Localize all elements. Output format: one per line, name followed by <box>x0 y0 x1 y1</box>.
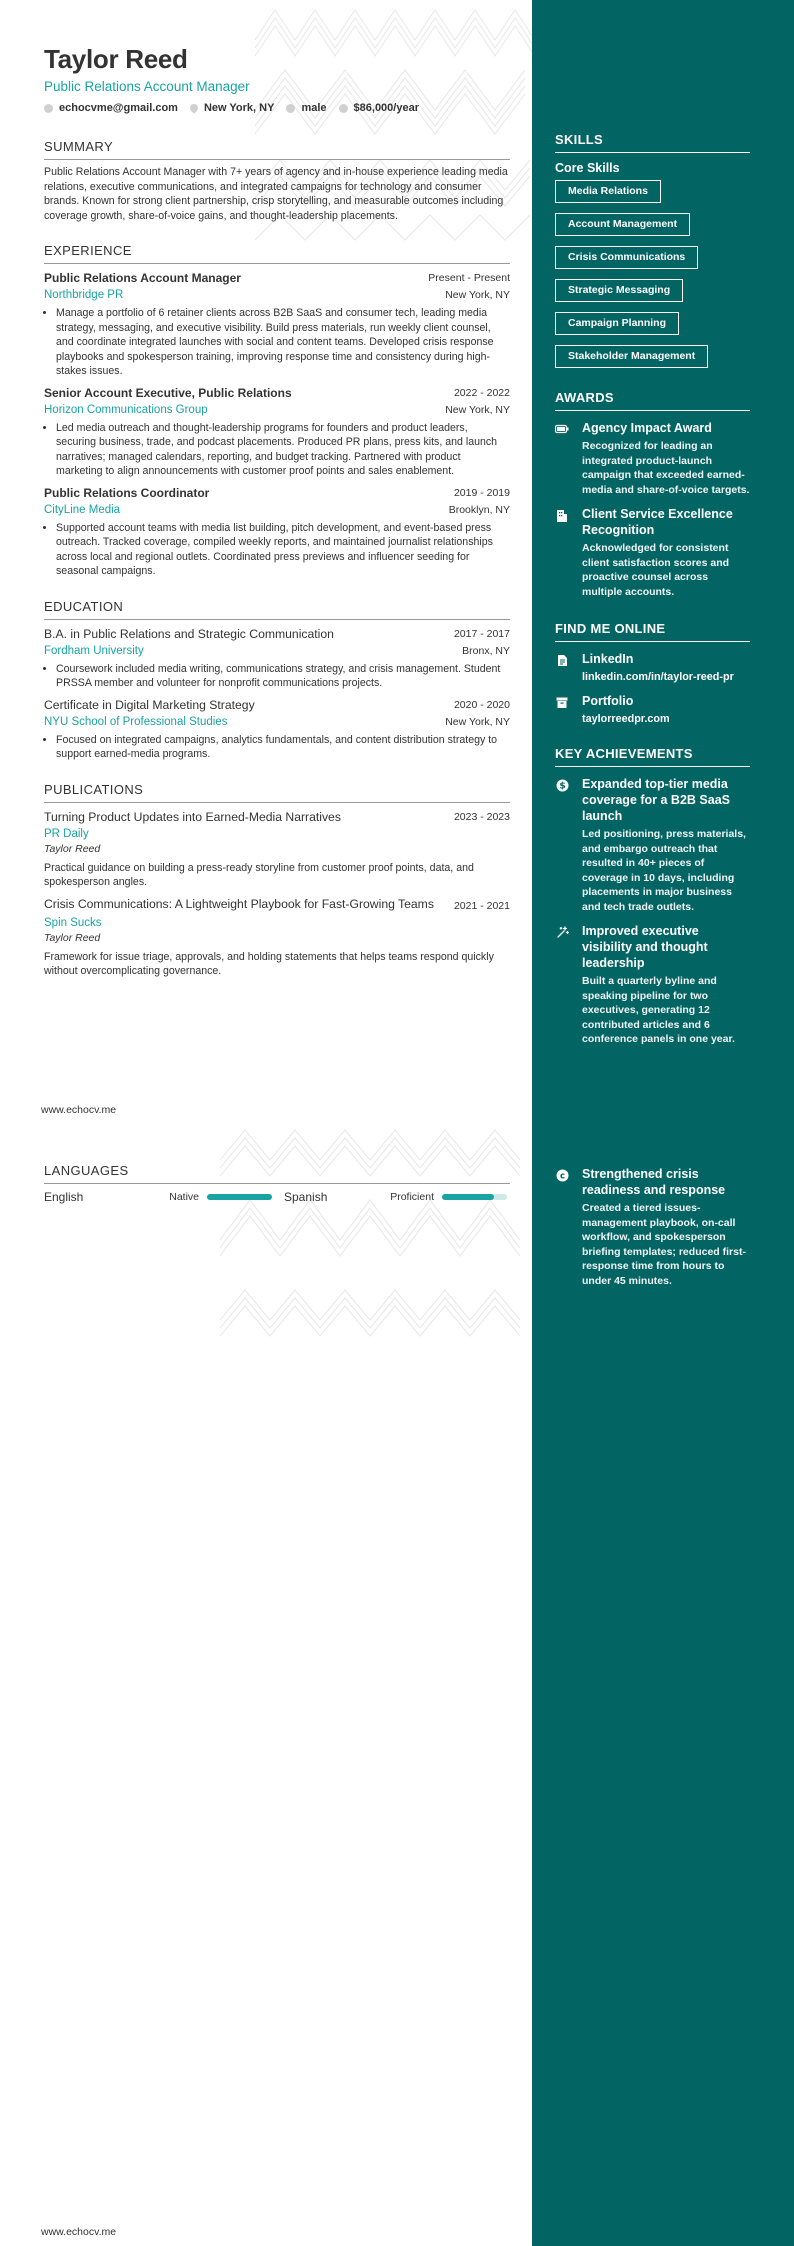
section-title: FIND ME ONLINE <box>555 621 750 642</box>
map-pin-icon <box>188 102 199 113</box>
education-entry <box>44 698 510 762</box>
entry-company: Horizon Communications Group <box>44 403 208 416</box>
document-icon <box>555 653 569 667</box>
skills-subtitle: Core Skills <box>555 161 620 175</box>
language-item <box>44 1190 284 1204</box>
award-description: Recognized for leading an integrated product-launch campaign that exceeded earned-media and share-of-voice targets. <box>582 440 750 496</box>
achievement-item <box>555 776 750 914</box>
summary-text: Public Relations Account Manager with 7+ years of agency and in-house experience leading media relations, executive communications, and integrated campaigns for technology and consumer brands. Known for strong client partnership, crisp storytelling, and measurable outcomes including coverage growth, share-of-voice gains, and thought-leadership placements. <box>44 166 508 222</box>
section-title: EXPERIENCE <box>44 243 510 264</box>
footer-url[interactable]: www.echocv.me <box>41 1104 117 1116</box>
award-description: Acknowledged for consistent client satisfaction scores and proactive counsel across multiple accounts. <box>582 542 730 598</box>
languages-section <box>44 1163 510 1204</box>
experience-entry <box>44 486 510 579</box>
publications-section <box>44 782 510 979</box>
online-value[interactable]: taylorreedpr.com <box>582 713 670 725</box>
achievement-description: Built a quarterly byline and speaking pipeline for two executives, generating 12 contributed articles and 6 conference panels in one year. <box>582 975 735 1045</box>
award-item <box>555 420 750 497</box>
language-level-fill <box>442 1194 494 1200</box>
publication-dates: 2021 - 2021 <box>453 899 510 912</box>
online-link-item[interactable] <box>555 693 750 726</box>
entry-dates: 2020 - 2020 <box>453 698 510 711</box>
award-item <box>555 506 750 599</box>
skills-section <box>555 132 750 368</box>
language-level: Native <box>169 1191 199 1203</box>
chevron-pattern-decoration-page2 <box>220 1120 532 1380</box>
job-title: Public Relations Account Manager <box>44 79 250 94</box>
main-column <box>44 44 510 979</box>
contact-row <box>44 101 510 115</box>
award-title: Agency Impact Award <box>582 421 712 435</box>
section-title: SUMMARY <box>44 139 510 160</box>
sidebar-column <box>555 132 750 1047</box>
entry-degree: B.A. in Public Relations and Strategic Communication <box>44 626 334 641</box>
entry-location: New York, NY <box>445 403 510 416</box>
language-level-bar <box>207 1194 272 1200</box>
achievement-description: Led positioning, press materials, and embargo outreach that resulted in 40+ pieces of coverage in 10 days, including placements in major business and tech trade outlets. <box>582 828 746 913</box>
education-section <box>44 599 510 762</box>
education-entry <box>44 627 510 691</box>
publication-title: Crisis Communications: A Lightweight Playbook for Fast-Growing Teams <box>44 896 434 911</box>
language-level-bar <box>442 1194 507 1200</box>
achievement-title: Improved executive visibility and thought leadership <box>582 924 708 970</box>
skill-tag: Campaign Planning <box>555 312 679 335</box>
entry-location: New York, NY <box>445 715 510 728</box>
publication-outlet: PR Daily <box>44 827 89 840</box>
entry-school: Fordham University <box>44 644 144 657</box>
dollar-icon <box>555 778 569 792</box>
language-level-fill <box>207 1194 272 1200</box>
awards-section <box>555 390 750 599</box>
entry-bullet: • Coursework included media writing, communications strategy, and crisis management. Student PRSSA member and volunteer for nonprofit communications projects. <box>56 662 510 691</box>
entry-bullet: • Manage a portfolio of 6 retainer clients across B2B SaaS and consumer tech, leading media strategy, messaging, and executive visibility. Build press materials, run weekly client counsel, and coordinate integrated launches with social and content teams. Developed crisis response playbooks and spokesperson training, improving response time and consistency during high-stakes issues. <box>56 306 510 379</box>
entry-dates: 2019 - 2019 <box>453 486 510 499</box>
contact-location <box>190 101 275 115</box>
contact-salary <box>339 101 419 115</box>
at-icon <box>44 104 53 113</box>
battery-icon <box>555 422 569 436</box>
skill-tag: Media Relations <box>555 180 661 203</box>
entry-role: Public Relations Coordinator <box>44 485 210 500</box>
section-title: EDUCATION <box>44 599 510 620</box>
entry-company: Northbridge PR <box>44 289 124 301</box>
publication-description: Practical guidance on building a press-ready storyline from customer proof points, data, and spokesperson angles. <box>44 861 474 888</box>
language-name: English <box>44 1190 84 1204</box>
money-icon <box>339 104 348 113</box>
entry-bullet: • Focused on integrated campaigns, analytics fundamentals, and content distribution strategy to support earned-media programs. <box>56 733 510 762</box>
online-value[interactable]: linkedin.com/in/taylor-reed-pr <box>582 671 734 683</box>
skill-tag: Strategic Messaging <box>555 279 683 302</box>
entry-role: Public Relations Account Manager <box>44 271 241 285</box>
skill-tag: Account Management <box>555 213 690 236</box>
language-level: Proficient <box>390 1191 434 1203</box>
online-link-item[interactable] <box>555 651 750 684</box>
entry-location: New York, NY <box>445 289 510 301</box>
publication-title: Turning Product Updates into Earned-Media Narratives <box>44 809 341 824</box>
entry-role: Senior Account Executive, Public Relations <box>44 385 292 400</box>
entry-bullet: • Led media outreach and thought-leadership programs for founders and product leaders, securing business, trade, and podcast placements. Produced PR plans, press kits, and launch narratives; managed calendars, reporting, and budget tracking. Partnered with product marketing to align announcements with customer proof points and sales enablement. <box>56 421 510 479</box>
publication-author: Taylor Reed <box>44 842 101 855</box>
email-text: echocvme@gmail.com <box>59 102 178 114</box>
building-icon <box>555 508 569 522</box>
candidate-name: Taylor Reed <box>44 44 188 74</box>
online-label: LinkedIn <box>582 652 634 666</box>
entry-location: Bronx, NY <box>462 644 510 657</box>
sparkle-icon <box>555 925 569 939</box>
svg-text:$: $ <box>558 781 566 791</box>
achievement-title: Expanded top-tier media coverage for a B2B SaaS launch <box>582 777 730 823</box>
entry-degree: Certificate in Digital Marketing Strategy <box>44 697 255 712</box>
salary-text: $86,000/year <box>353 102 419 114</box>
section-title: PUBLICATIONS <box>44 782 510 803</box>
section-title: AWARDS <box>555 390 750 411</box>
achievement-item <box>555 923 750 1047</box>
entry-company: CityLine Media <box>44 503 121 516</box>
entry-bullet: • Supported account teams with media list building, pitch development, and event-based press outreach. Tracked coverage, compiled weekly reports, and maintained journalist relationships across local and regional outlets. Coordinated press previews and influencer seeding for seasonal campaigns. <box>56 521 510 579</box>
archive-icon <box>555 695 569 709</box>
person-icon <box>286 104 295 113</box>
publication-dates: 2023 - 2023 <box>453 810 510 823</box>
entry-school: NYU School of Professional Studies <box>44 715 228 728</box>
contact-email[interactable] <box>44 101 178 115</box>
language-item <box>284 1190 510 1204</box>
entry-dates: Present - Present <box>428 272 510 284</box>
skill-tag: Stakeholder Management <box>555 345 708 368</box>
experience-section <box>44 243 510 579</box>
svg-text:c: c <box>559 1171 565 1181</box>
publication-entry <box>44 897 510 979</box>
sidebar-column-page2 <box>555 1163 750 1288</box>
languages-row <box>44 1190 510 1204</box>
publication-description: Framework for issue triage, approvals, and holding statements that helps teams respond quickly without overcomplicating governance. <box>44 950 494 977</box>
achievements-section <box>555 746 750 1047</box>
skill-tag: Crisis Communications <box>555 246 698 269</box>
publication-entry <box>44 810 510 890</box>
section-title: SKILLS <box>555 132 750 153</box>
achievement-item <box>555 1166 750 1288</box>
entry-dates: 2022 - 2022 <box>453 386 510 399</box>
location-text: New York, NY <box>203 102 275 114</box>
contact-gender <box>286 101 326 115</box>
online-section <box>555 621 750 726</box>
language-name: Spanish <box>284 1190 328 1204</box>
gender-text: male <box>301 102 327 114</box>
online-label: Portfolio <box>582 694 634 708</box>
entry-location: Brooklyn, NY <box>448 503 510 516</box>
award-title: Client Service Excellence Recognition <box>582 507 733 537</box>
footer-url-page2[interactable]: www.echocv.me <box>41 2226 117 2238</box>
publication-author: Taylor Reed <box>44 931 101 944</box>
achievement-description: Created a tiered issues-management playbook, on-call workflow, and spokesperson briefing templates; reduced first-response time from hours to under 45 minutes. <box>582 1202 746 1287</box>
experience-entry <box>44 271 510 379</box>
summary-section <box>44 139 510 223</box>
entry-dates: 2017 - 2017 <box>453 627 510 640</box>
experience-entry <box>44 386 510 479</box>
achievement-title: Strengthened crisis readiness and response <box>582 1167 726 1197</box>
copyright-icon <box>555 1168 569 1182</box>
section-title: LANGUAGES <box>44 1163 510 1184</box>
section-title: KEY ACHIEVEMENTS <box>555 746 750 767</box>
publication-outlet: Spin Sucks <box>44 916 102 929</box>
